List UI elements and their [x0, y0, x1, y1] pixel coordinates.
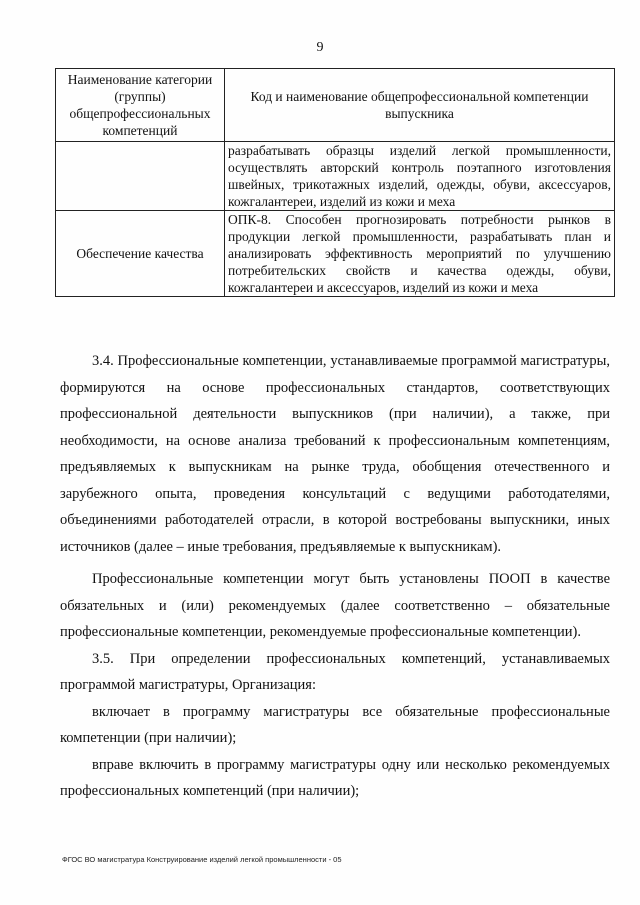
- competence-cell: ОПК-8. Способен прогнозировать потребности рынков в продукции легкой промышленности, разрабатывать план и анализировать эффективность мероприятий по улучшению потребительских свойств и качества одежды, обуви, кожгалантереи и аксессуаров, изделий из кожи и меха: [225, 211, 615, 297]
- competence-table: [55, 68, 615, 297]
- category-cell: Обеспечение качества: [56, 211, 225, 297]
- header-category: Наименование категории (группы) общепрофессиональных компетенций: [56, 69, 225, 142]
- table-row: [56, 211, 615, 297]
- category-cell: [56, 142, 225, 211]
- table-header-row: [56, 69, 615, 142]
- table-row: [56, 142, 615, 211]
- paragraph-3-5: 3.5. При определении профессиональных компетенций, устанавливаемых программой магистратуры, Организация:: [60, 650, 610, 693]
- paragraph-3-4: 3.4. Профессиональные компетенции, устанавливаемые программой магистратуры, формируются на основе профессиональных стандартов, соответствующих профессиональной деятельности выпускников (при наличии), а также, при необходимости, на основе анализа требований к профессиональным компетенциям, предъявляемых к выпускникам на рынке труда, обобщения отечественного и зарубежного опыта, проведения консультаций с ведущими работодателями, объединениями работодателей отрасли, в которой востребованы выпускники, иных источников (далее – иные требования, предъявляемые к выпускникам).: [60, 353, 610, 555]
- page-footer: ФГОС ВО магистратура Конструирование изделий легкой промышленности - 05: [62, 855, 342, 864]
- paragraph-may-include: вправе включить в программу магистратуры одну или несколько рекомендуемых профессиональных компетенций (при наличии);: [60, 756, 610, 799]
- page-number: 9: [316, 40, 324, 55]
- header-competence: Код и наименование общепрофессиональной компетенции выпускника: [225, 69, 615, 142]
- paragraph-includes: включает в программу магистратуры все обязательные профессиональные компетенции (при наличии);: [60, 703, 610, 746]
- competence-cell: разрабатывать образцы изделий легкой промышленности, осуществлять авторский контроль поэтапного изготовления швейных, трикотажных изделий, одежды, обуви, аксессуаров, кожгалантереи, изделий из кожи и меха: [225, 142, 615, 211]
- paragraph-professional-competencies: Профессиональные компетенции могут быть установлены ПООП в качестве обязательных и (или) рекомендуемых (далее соответственно – обязательные профессиональные компетенции, рекомендуемые профессиональные компетенции).: [60, 571, 610, 640]
- body-text: [60, 348, 610, 805]
